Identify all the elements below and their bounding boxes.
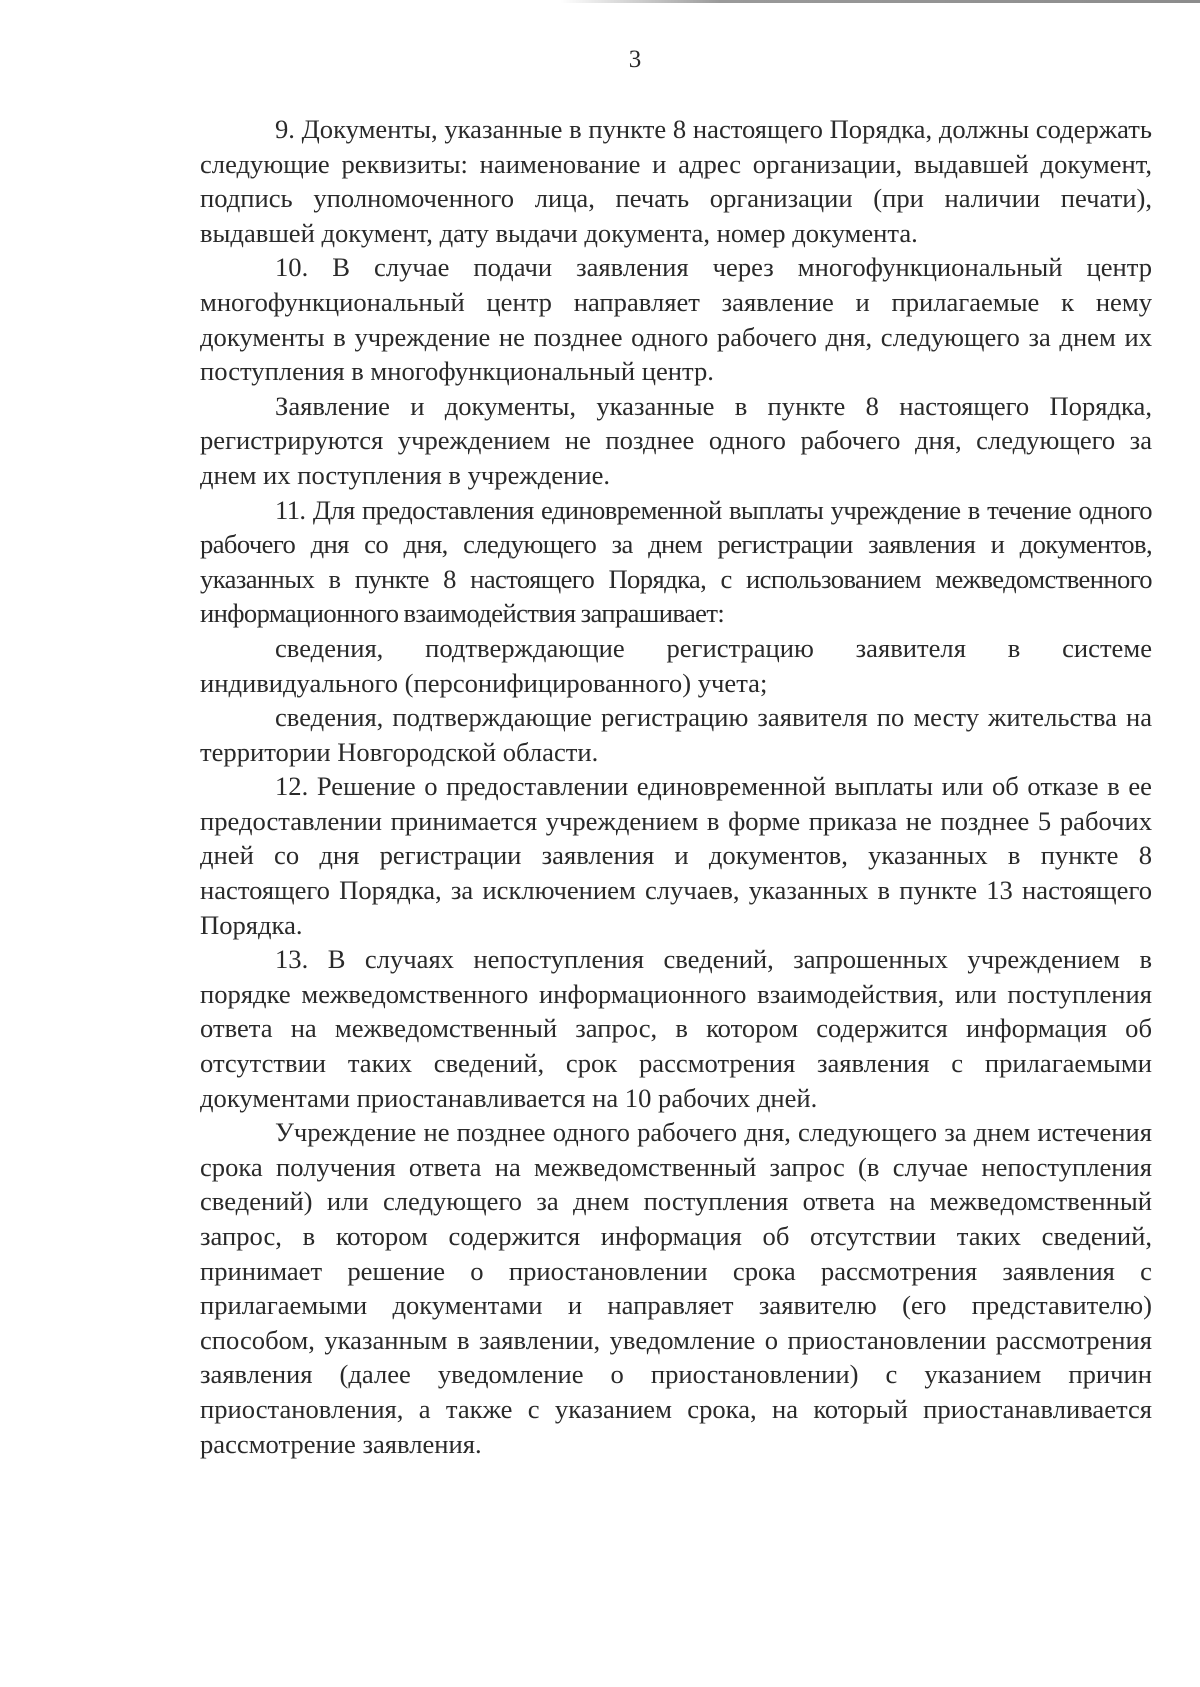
paragraph-13: 13. В случаях непоступления сведений, запрошенных учреждением в порядке межведомственного информационного взаимодействия, или поступления ответа на межведомственный запрос, в котором содержится информация об отсутствии таких сведений, срок рассмотрения заявления с прилагаемыми документами приостанавливается на 10 рабочих дней.: [200, 944, 1152, 1113]
paragraph-10-registration: Заявление и документы, указанные в пункте 8 настоящего Порядка, регистрируются учреждением не позднее одного рабочего дня, следующего за днем их поступления в учреждение.: [200, 390, 1152, 490]
scan-top-edge: [560, 0, 1200, 3]
paragraph-11-item-2: сведения, подтверждающие регистрацию заявителя по месту жительства на территории Новгородской области.: [200, 702, 1152, 767]
paragraph-9: 9. Документы, указанные в пункте 8 настоящего Порядка, должны содержать следующие реквизиты: наименование и адрес организации, выдавшей документ, подпись уполномоченного лица, печать организации (при наличии печати), выдавшей документ, дату выдачи документа, номер документа.: [200, 114, 1152, 248]
page-number: 3: [628, 46, 642, 73]
paragraph-13-suspension: Учреждение не позднее одного рабочего дня, следующего за днем истечения срока получения ответа на межведомственный запрос (в случае непоступления сведений) или следующего за днем поступления ответа на межведомственный запрос, в котором содержится информация об отсутствии таких сведений, принимает решение о приостановлении срока рассмотрения заявления с прилагаемыми документами и направляет заявителю (его представителю) способом, указанным в заявлении, уведомление о приостановлении рассмотрения заявления (далее уведомление о приостановлении) с указанием причин приостановления, а также с указанием срока, на который приостанавливается рассмотрение заявления.: [200, 1117, 1152, 1459]
paragraph-10: 10. В случае подачи заявления через многофункциональный центр многофункциональный центр направляет заявление и прилагаемые к нему документы в учреждение не позднее одного рабочего дня, следующего за днем их поступления в многофункциональный центр.: [200, 252, 1152, 387]
paragraph-12: 12. Решение о предоставлении единовременной выплаты или об отказе в ее предоставлении принимается учреждением в форме приказа не позднее 5 рабочих дней со дня регистрации заявления и документов, указанных в пункте 8 настоящего Порядка, за исключением случаев, указанных в пункте 13 настоящего Порядка.: [200, 771, 1152, 940]
paragraph-11: 11. Для предоставления единовременной выплаты учреждение в течение одного рабочего дня со дня, следующего за днем регистрации заявления и документов, указанных в пункте 8 настоящего Порядка, с использованием межведомственного информационного взаимодействия запрашивает:: [200, 494, 1152, 629]
document-body: [200, 112, 1152, 1461]
paragraph-11-item-1: сведения, подтверждающие регистрацию заявителя в системе индивидуального (персонифицированного) учета;: [200, 632, 1152, 698]
